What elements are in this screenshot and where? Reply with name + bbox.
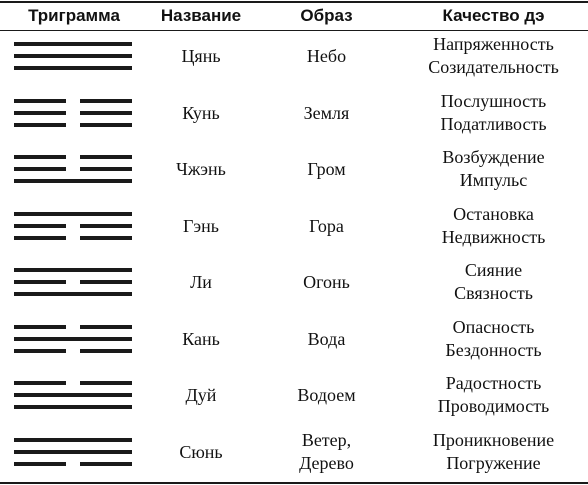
trigram-cell xyxy=(0,85,148,141)
trigram-quality xyxy=(399,367,588,423)
trigram-quality-text: Послушность xyxy=(440,91,547,111)
table-row xyxy=(0,85,588,141)
yin-line xyxy=(14,349,132,353)
yin-line xyxy=(14,462,132,466)
trigram-image-text: Ветер, xyxy=(301,430,352,450)
trigram-quality-text: Бездонность xyxy=(445,340,542,360)
trigram-quality xyxy=(399,424,588,480)
trigram-image xyxy=(254,311,399,367)
table-row xyxy=(0,367,588,423)
trigram-quality xyxy=(399,311,588,367)
header-name: Название xyxy=(160,6,242,25)
trigram-name-text: Кунь xyxy=(182,102,220,123)
trigram-image-text: Дерево xyxy=(299,453,354,473)
trigram-quality-text: Остановка xyxy=(453,204,534,224)
yin-line xyxy=(14,325,132,329)
trigram-name-text: Ли xyxy=(190,271,212,292)
trigram-cell xyxy=(0,28,148,84)
trigram-quality xyxy=(399,141,588,197)
table-row xyxy=(0,311,588,367)
yin-line xyxy=(14,236,132,240)
trigram-cell xyxy=(0,311,148,367)
yang-line xyxy=(14,337,132,341)
header-image: Образ xyxy=(300,6,353,25)
trigram-symbol xyxy=(14,155,132,183)
trigram-name-text: Цянь xyxy=(181,45,221,66)
table-row xyxy=(0,141,588,197)
trigram-quality-text: Опасность xyxy=(452,317,535,337)
trigram-name xyxy=(148,198,254,254)
trigram-name xyxy=(148,367,254,423)
trigram-symbol xyxy=(14,438,132,466)
trigram-name xyxy=(148,254,254,310)
trigram-cell xyxy=(0,367,148,423)
trigram-quality xyxy=(399,85,588,141)
yang-line xyxy=(14,66,132,70)
trigram-quality-text: Проникновение xyxy=(432,430,555,450)
yang-line xyxy=(14,292,132,296)
trigram-name-text: Гэнь xyxy=(183,215,219,236)
table-row xyxy=(0,198,588,254)
yang-line xyxy=(14,405,132,409)
trigram-symbol xyxy=(14,212,132,240)
trigram-name xyxy=(148,85,254,141)
trigram-name xyxy=(148,424,254,480)
trigram-symbol xyxy=(14,268,132,296)
trigram-name xyxy=(148,311,254,367)
table-row xyxy=(0,424,588,480)
yin-line xyxy=(14,381,132,385)
trigram-quality-text: Связность xyxy=(454,283,533,303)
trigram-image xyxy=(254,141,399,197)
trigram-quality-text: Возбуждение xyxy=(442,147,545,167)
trigram-quality xyxy=(399,28,588,84)
trigram-name-text: Чжэнь xyxy=(176,158,226,179)
yang-line xyxy=(14,42,132,46)
trigram-image xyxy=(254,254,399,310)
trigram-image xyxy=(254,424,399,480)
trigram-cell xyxy=(0,198,148,254)
yin-line xyxy=(14,99,132,103)
yin-line xyxy=(14,224,132,228)
trigram-cell xyxy=(0,424,148,480)
trigram-quality-text: Сияние xyxy=(464,260,523,280)
yin-line xyxy=(14,123,132,127)
trigram-quality-text: Напряженность xyxy=(433,34,554,54)
yang-line xyxy=(14,54,132,58)
yin-line xyxy=(14,111,132,115)
trigram-name xyxy=(148,141,254,197)
yang-line xyxy=(14,450,132,454)
table-row xyxy=(0,254,588,310)
trigram-symbol xyxy=(14,99,132,127)
trigram-cell xyxy=(0,141,148,197)
trigram-name-text: Кань xyxy=(182,328,220,349)
trigram-image xyxy=(254,367,399,423)
yang-line xyxy=(14,179,132,183)
trigram-quality xyxy=(399,254,588,310)
trigram-quality-text: Созидательность xyxy=(428,57,559,77)
trigram-symbol xyxy=(14,42,132,70)
yang-line xyxy=(14,393,132,397)
trigram-image-text: Земля xyxy=(303,102,350,123)
trigram-symbol xyxy=(14,381,132,409)
yang-line xyxy=(14,268,132,272)
trigram-quality-text: Недвижность xyxy=(441,227,546,247)
yin-line xyxy=(14,167,132,171)
trigram-image-text: Вода xyxy=(307,328,346,349)
trigram-name xyxy=(148,28,254,84)
trigram-quality-text: Погружение xyxy=(446,453,541,473)
trigram-name-text: Дуй xyxy=(185,384,217,405)
yang-line xyxy=(14,438,132,442)
yin-line xyxy=(14,155,132,159)
trigram-image-text: Небо xyxy=(306,45,347,66)
table-bottom-rule xyxy=(0,482,588,484)
trigram-symbol xyxy=(14,325,132,353)
yang-line xyxy=(14,212,132,216)
trigram-cell xyxy=(0,254,148,310)
table-top-rule xyxy=(0,1,588,3)
trigram-quality xyxy=(399,198,588,254)
trigram-image xyxy=(254,85,399,141)
trigram-name-text: Сюнь xyxy=(179,441,223,462)
trigram-image-text: Огонь xyxy=(303,271,350,292)
header-quality: Качество дэ xyxy=(442,6,545,25)
trigram-image xyxy=(254,28,399,84)
trigram-quality-text: Податливость xyxy=(440,114,547,134)
trigram-quality-text: Проводимость xyxy=(437,396,550,416)
trigram-image-text: Гора xyxy=(309,215,344,236)
table-row xyxy=(0,28,588,84)
yin-line xyxy=(14,280,132,284)
trigram-image xyxy=(254,198,399,254)
trigram-image-text: Водоем xyxy=(297,384,356,405)
trigram-image-text: Гром xyxy=(307,158,346,179)
trigram-quality-text: Импульс xyxy=(459,170,528,190)
trigram-quality-text: Радостность xyxy=(445,373,542,393)
header-trigram: Триграмма xyxy=(28,6,120,25)
